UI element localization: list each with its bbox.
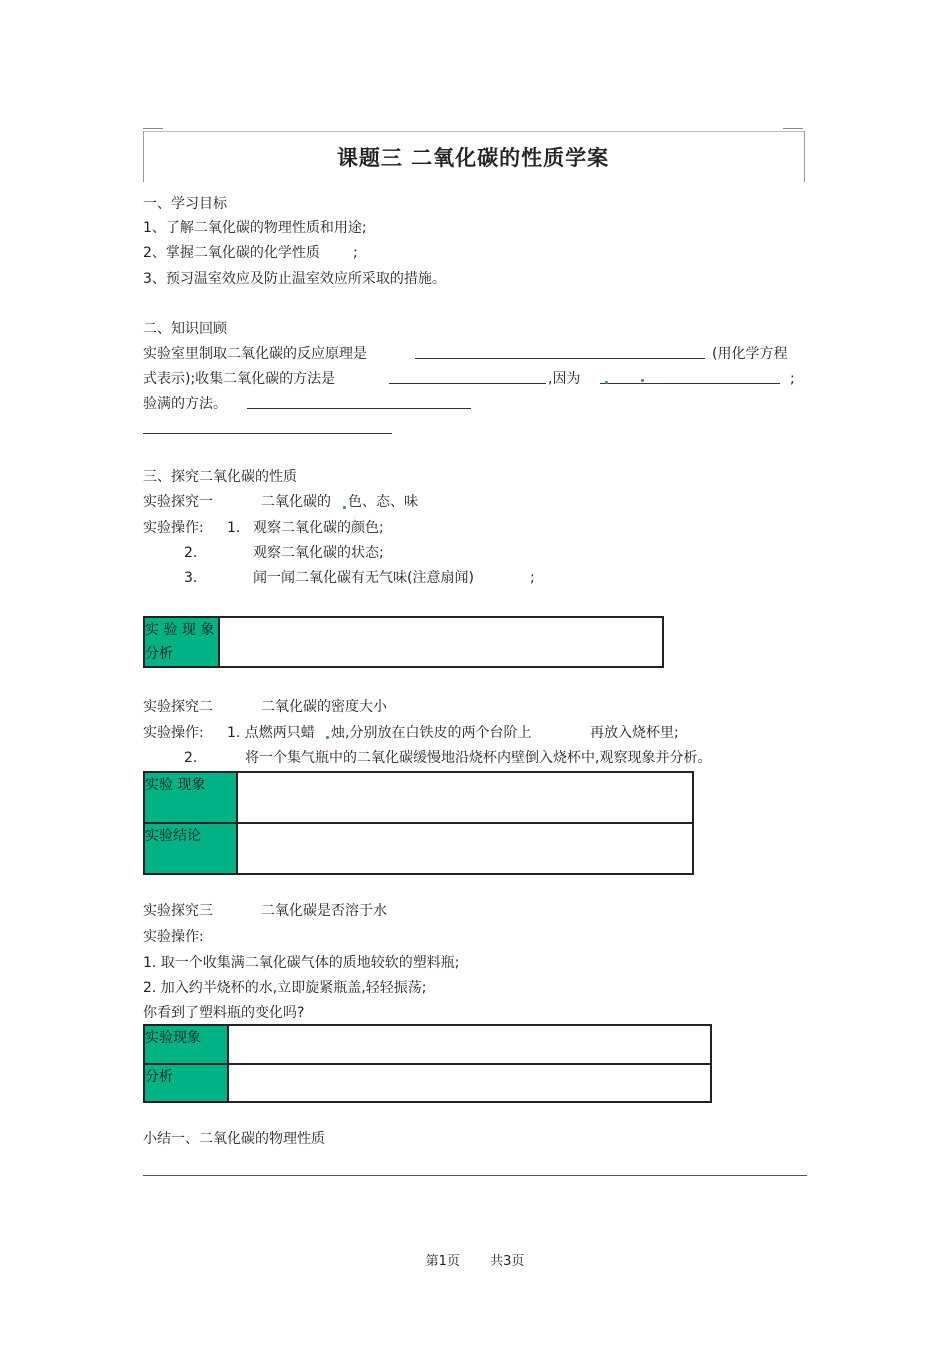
exp2-title: 二氧化碳的密度大小 [261,699,387,715]
exp2-row2-answer-cell[interactable] [237,823,693,874]
exp1-label: 实验探究一 [143,494,213,510]
mark-dot [641,379,644,382]
exp2-step1-b: 烛,分别放在白铁皮的两个台阶上 [331,725,532,741]
frame-corner-right [783,128,803,133]
exp2-step2-num: 2. [184,750,198,766]
goal-3: 3、预习温室效应及防止温室效应所采取的措施。 [143,271,446,287]
exp2-row1-label: 实验 现象 [144,772,237,823]
exp1-step3-text: 闻一闻二氧化碳有无气味(注意扇闻) [253,570,474,586]
exp1-step1-text: 观察二氧化碳的颜色; [253,520,384,536]
summary-heading: 小结一、二氧化碳的物理性质 [143,1131,325,1147]
exp2-op-label: 实验操作: [143,725,204,741]
exp1-table [143,616,664,668]
review-line-2b: ,因为 [548,371,581,387]
page-title: 课题三 二氧化碳的性质学案 [336,146,610,170]
exp1-table-answer-cell[interactable] [219,617,663,667]
exp1-step3-num: 3. [184,570,198,586]
section-3-heading: 三、探究二氧化碳的性质 [143,469,297,485]
exp1-step2-text: 观察二氧化碳的状态; [253,545,384,561]
exp1-step3-end: ; [530,570,535,586]
exp1-title-a: 二氧化碳的 [261,494,331,510]
blank-collect-method [389,383,546,384]
mark-dot [326,736,329,739]
exp1-step2-num: 2. [184,545,198,561]
exp2-label: 实验探究二 [143,699,213,715]
mark-dot [343,506,346,509]
exp2-step1-c: 再放入烧杯里; [590,725,679,741]
goal-1: 1、了解二氧化碳的物理性质和用途; [143,220,367,236]
exp3-step1: 1. 取一个收集满二氧化碳气体的质地较软的塑料瓶; [143,955,460,971]
review-line-1b: (用化学方程 [712,346,788,362]
section-1-heading: 一、学习目标 [143,196,227,212]
exp2-row1-answer-cell[interactable] [237,772,693,823]
frame-corner-left [143,128,163,133]
exp3-label: 实验探究三 [143,903,213,919]
exp1-op-label: 实验操作: [143,520,204,536]
page-divider [143,1175,807,1176]
review-line-1a: 实验室里制取二氧化碳的反应原理是 [143,346,367,362]
exp3-step2: 2. 加入约半烧杯的水,立即旋紧瓶盖,轻轻振荡; [143,980,427,996]
review-line-3: 验满的方法。 [143,396,227,412]
review-line-2c: ; [790,371,795,387]
blank-reason [600,383,780,384]
exp3-title: 二氧化碳是否溶于水 [261,903,387,919]
exp2-step2-text: 将一个集气瓶中的二氧化碳缓慢地沿烧杯内壁倒入烧杯中,观察现象并分析。 [245,750,712,766]
section-2-heading: 二、知识回顾 [143,321,227,337]
blank-extra-line [143,433,392,434]
blank-check-full [247,408,471,409]
exp3-question: 你看到了塑料瓶的变化吗? [143,1005,305,1021]
blank-equation [415,358,705,359]
exp1-title-b: 色、态、味 [348,494,418,510]
exp2-step1-a: 1. 点燃两只蜡 [227,725,315,741]
exp1-step1-num: 1. [227,520,241,536]
page-total: 共3页 [490,1254,525,1269]
exp3-row2-label: 分析 [144,1064,228,1102]
goal-2: 2、掌握二氧化碳的化学性质 [143,245,320,261]
page-number: 第1页 [425,1254,460,1269]
page-footer [0,1250,950,1269]
exp2-table [143,771,694,875]
review-line-2a: 式表示);收集二氧化碳的方法是 [143,371,336,387]
exp3-op-label: 实验操作: [143,929,204,945]
exp3-row1-answer-cell[interactable] [228,1025,711,1064]
mark-dot [605,381,608,384]
exp3-table [143,1024,712,1103]
exp2-row2-label: 实验结论 [144,823,237,874]
exp3-row1-label: 实验现象 [144,1025,228,1064]
exp3-row2-answer-cell[interactable] [228,1064,711,1102]
goal-2-end: ; [353,245,358,261]
exp1-table-label: 实 验 现 象 分析 [144,617,219,667]
